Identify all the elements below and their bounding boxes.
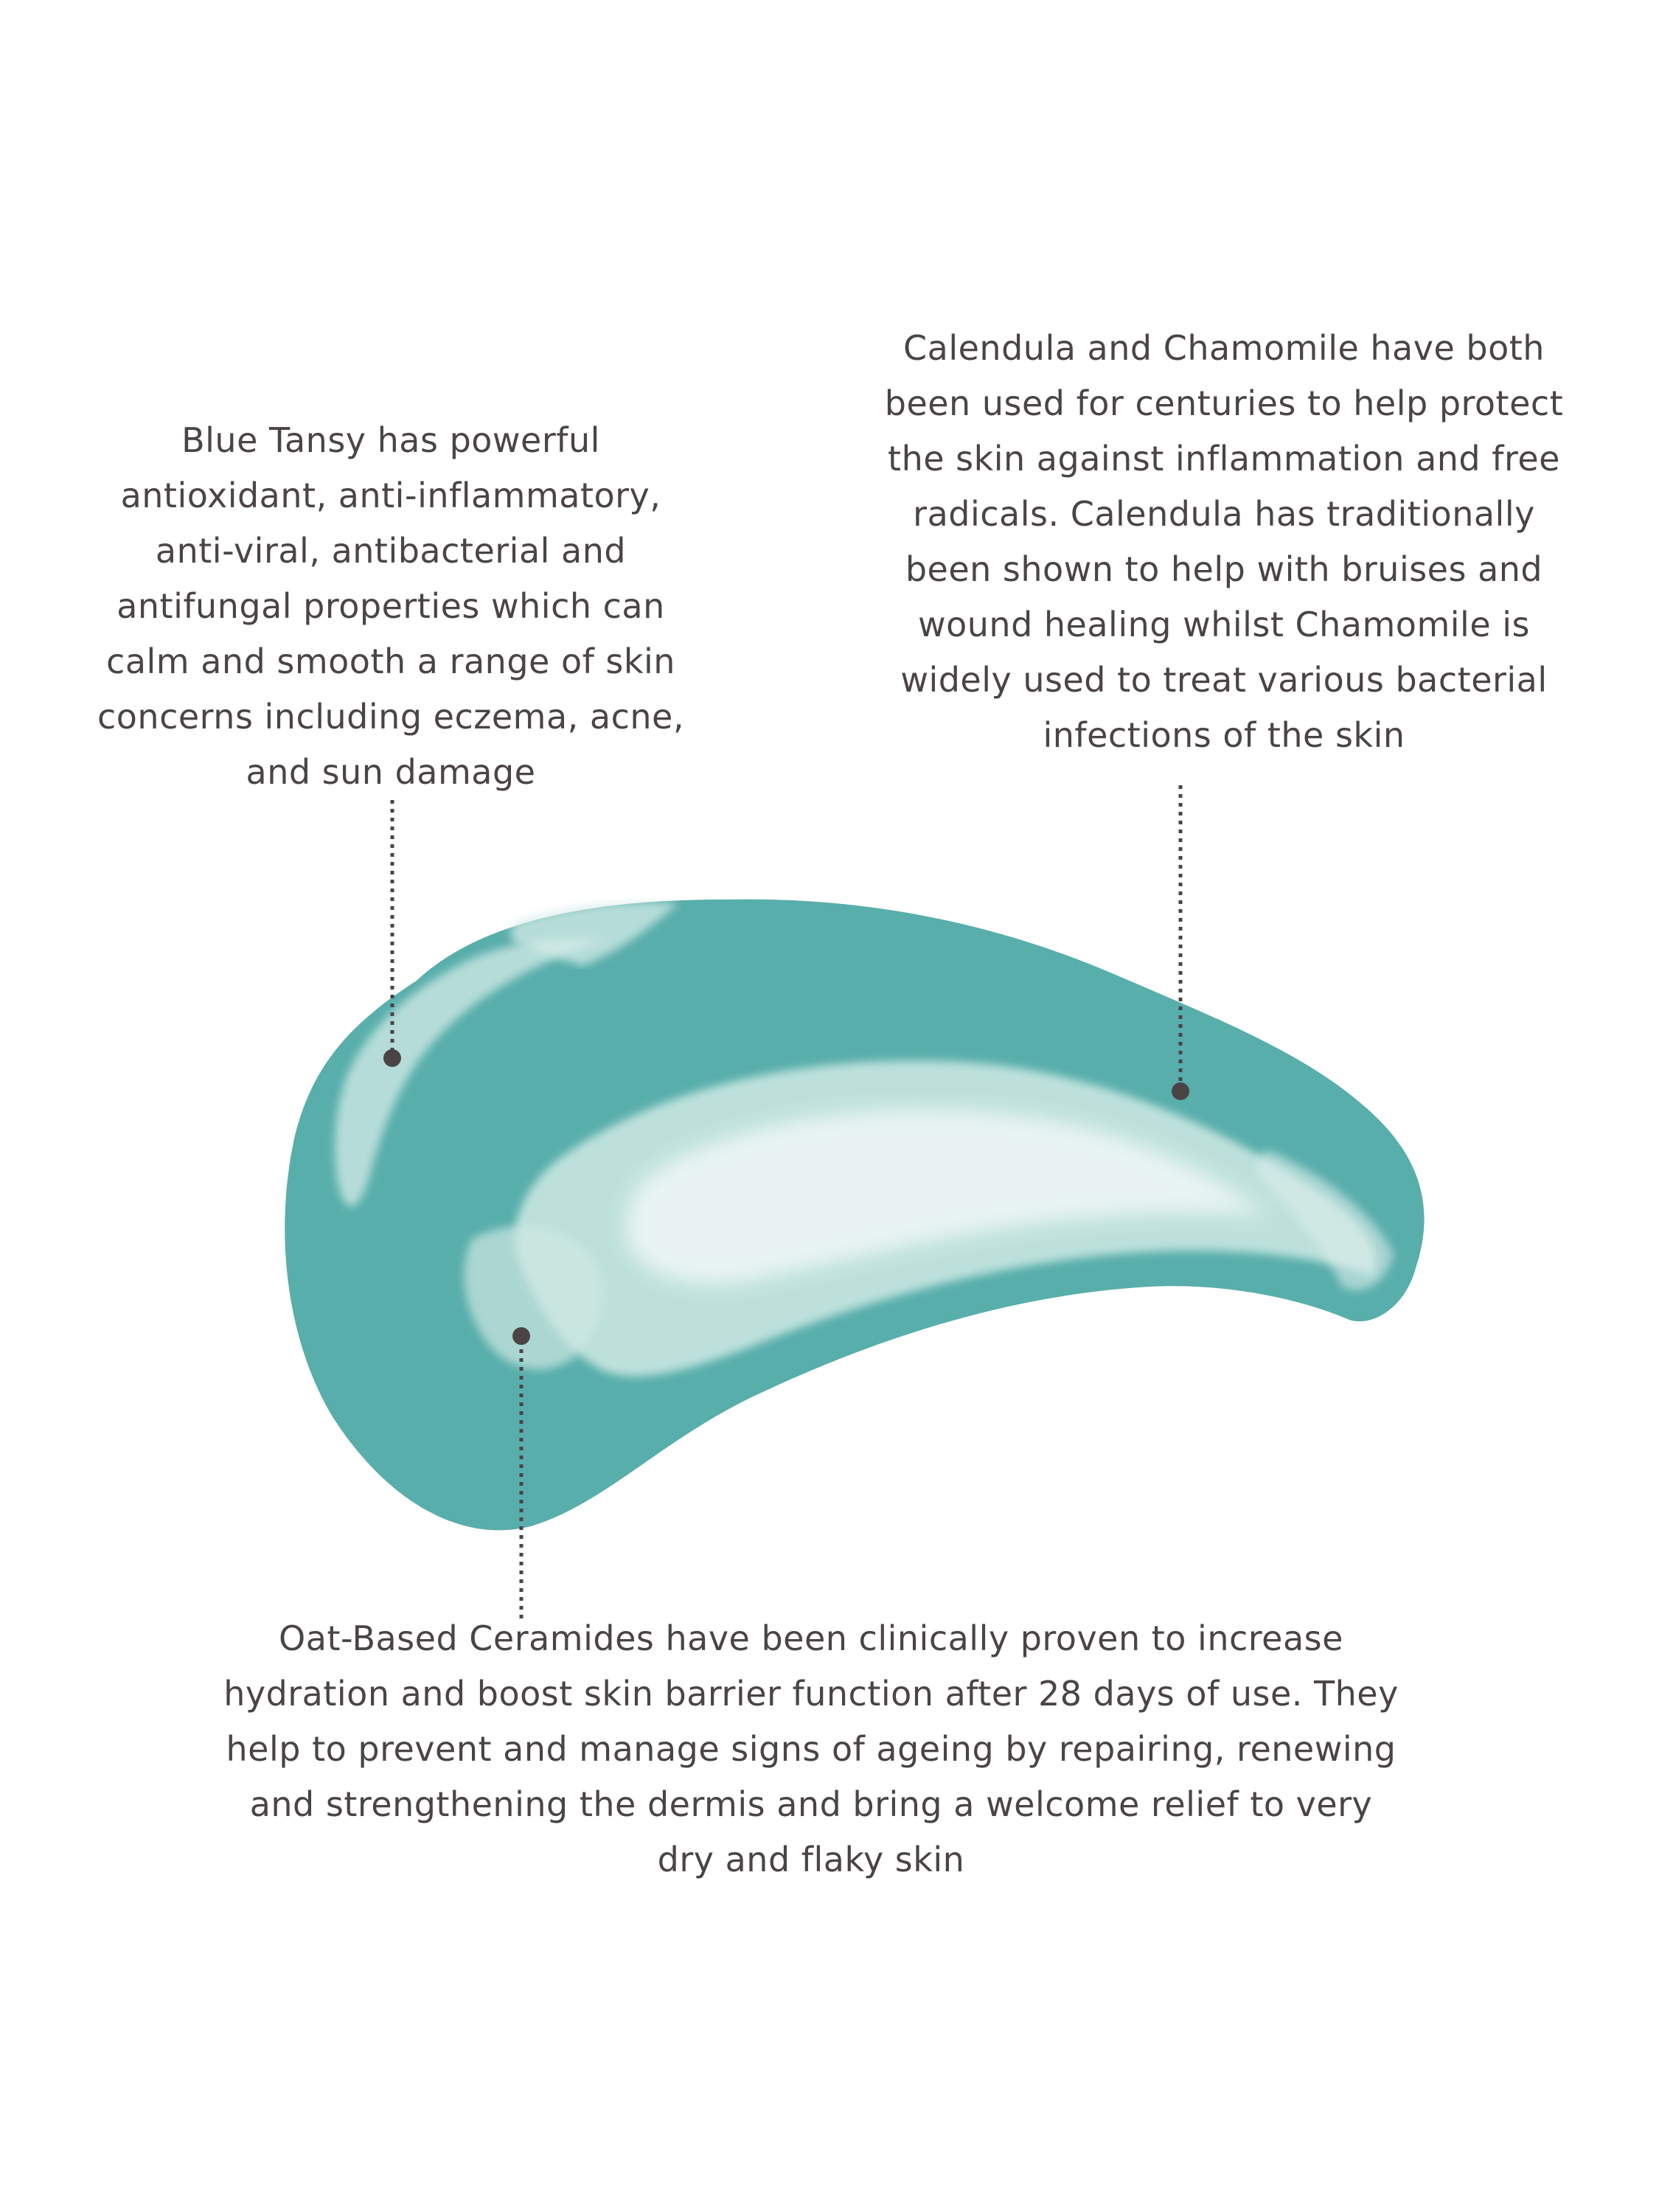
callout-line: been used for centuries to help protect (884, 383, 1564, 423)
callout-line: and sun damage (246, 752, 536, 792)
callout-oat-ceramides (147, 1611, 1475, 1888)
callout-blue-tansy (59, 413, 723, 800)
callout-line: help to prevent and manage signs of ageing by repairing, renewing (226, 1729, 1397, 1769)
callout-line: concerns including eczema, acne, (97, 697, 684, 737)
callout-line: hydration and boost skin barrier function after 28 days of use. They (223, 1674, 1399, 1714)
callout-line: anti-viral, antibacterial and (155, 531, 627, 571)
callout-line: calm and smooth a range of skin (106, 641, 675, 681)
pointer-dot (383, 1049, 401, 1067)
callout-line: antifungal properties which can (116, 586, 665, 626)
callout-line: Calendula and Chamomile have both (903, 328, 1545, 368)
callout-line: the skin against inflammation and free (888, 439, 1560, 479)
callout-line: dry and flaky skin (657, 1840, 965, 1879)
cream-swatch (285, 900, 1424, 1531)
callout-line: infections of the skin (1043, 715, 1405, 755)
callout-line: wound healing whilst Chamomile is (918, 605, 1530, 644)
callout-line: and strengthening the dermis and bring a welcome relief to very (249, 1784, 1373, 1824)
callout-line: Blue Tansy has powerful (181, 420, 600, 460)
callout-line: been shown to help with bruises and (905, 549, 1543, 589)
callout-calendula-chamomile (833, 321, 1615, 763)
callout-line: widely used to treat various bacterial (900, 660, 1548, 700)
pointer-dot (1172, 1082, 1189, 1100)
callout-line: Oat-Based Ceramides have been clinically proven to increase (279, 1618, 1343, 1658)
callout-line: radicals. Calendula has traditionally (913, 494, 1535, 534)
callout-line: antioxidant, anti-inflammatory, (120, 476, 661, 515)
